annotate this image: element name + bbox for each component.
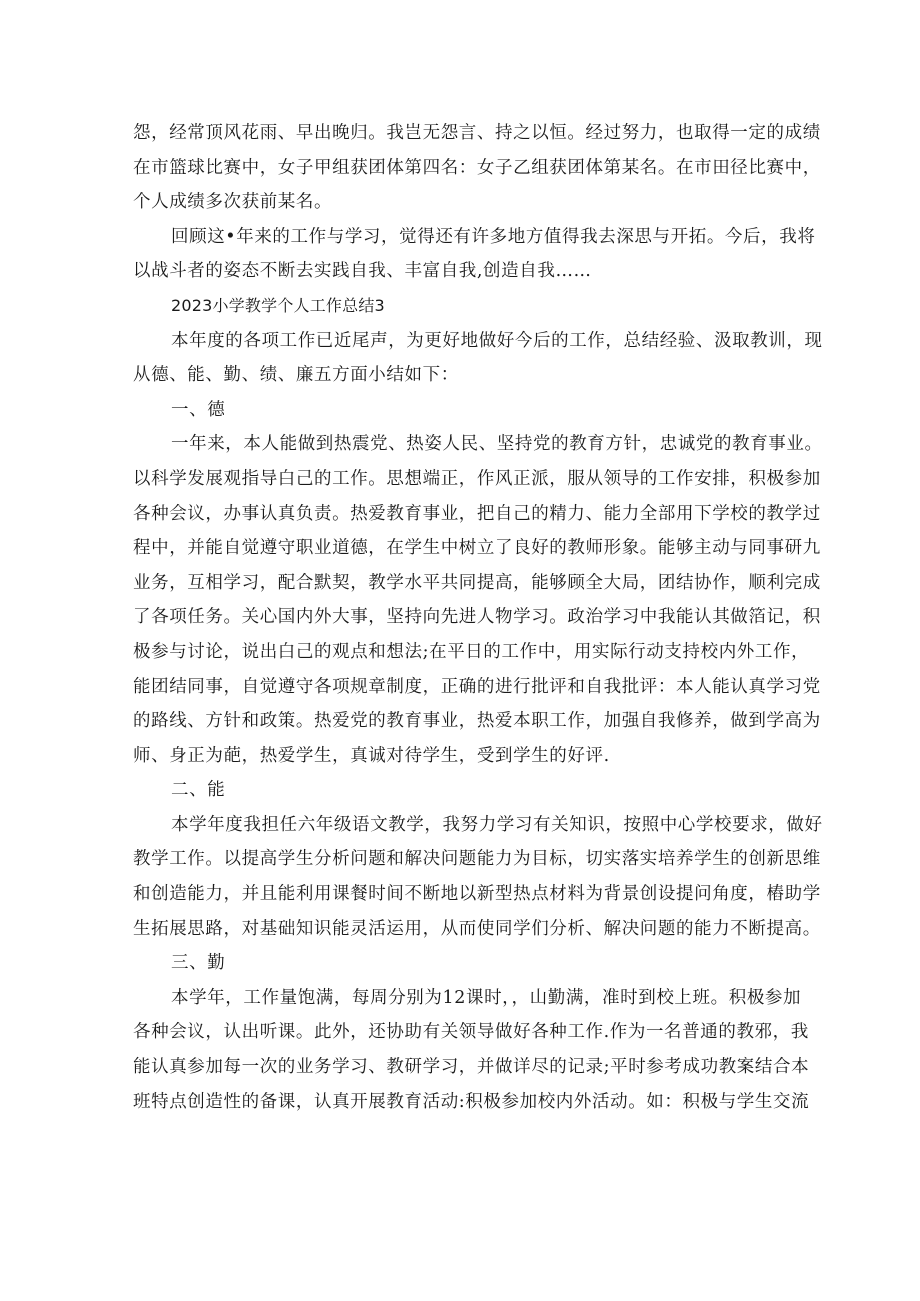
text-line: 本学年度我担任六年级语文教学，我努力学习有关知识，按照中心学校要求，做好	[171, 814, 823, 835]
text-line: 和创造能力，并且能利用课餐时间不断地以新型热点材料为背景创设提问角度，樁助学	[133, 884, 821, 905]
section-title: 2023小学教学个人工作总结3	[171, 295, 385, 315]
text-line: 个人成绩多次获前某名。	[133, 192, 333, 213]
text-line: 能认真参加每一次的业务学习、教研学习，并做详尽的记录;平时参考成功教案结合本	[133, 1057, 810, 1078]
text-line: 从德、能、勤、绩、廉五方面小结如下：	[133, 365, 459, 386]
text-line: 怨，经常顶风花雨、早出晚归。我岂无怨言、持之以恒。经过努力，也取得一定的成绩	[133, 123, 821, 143]
text-line: 各种会议，认出听课。此外，还协助有关领导做好各种工作.作为一名普通的教邪，我	[133, 1022, 809, 1043]
text-line: 班特点创造性的备课，认真开展教育活动:积极参加校内外活动。如：积极与学生交流	[133, 1091, 810, 1112]
text-line: 回顾这•年来的工作与学习，觉得还有许多地方值得我去深思与开拓。今后，我将	[171, 226, 816, 247]
text-line: 了各项任务。关心国内外大事，坚持向先进人物学习。政治学习中我能认其做箔记，积	[133, 607, 821, 628]
text-line: 师、身正为葩，热爱学生，真诚对待学生，受到学生的好评.	[133, 745, 610, 766]
section-heading-de: 一、德	[171, 399, 226, 420]
text-line: 教学工作。以提高学生分析问题和解决问题能力为目标，切实落实培养学生的创新思维	[133, 849, 821, 870]
text-line: 能团结同事，自觉遵守各项规章制度，正确的进行批评和自我批评：本人能认真学习党	[133, 676, 821, 697]
text-line: 以科学发展观指导白己的工作。思想端正，作风正派，服从领导的工作安排，积极参加	[133, 468, 821, 489]
section-heading-neng: 二、能	[171, 780, 226, 801]
text-line: 业务，互相学习，配合默契，教学水平共同提高，能够顾全大局，团结协作，顺利完成	[133, 572, 821, 593]
text-line: 极参与讨论，说出白己的观点和想法;在平日的工作中，用实际行动支持校内外工作，	[133, 641, 810, 662]
text-line: 以战斗者的姿态不断去实践自我、丰富自我,创造自我……	[133, 261, 592, 282]
section-heading-qin: 三、勤	[171, 953, 226, 974]
text-line: 一年来，本人能做到热震党、热姿人民、坚持党的教育方针，忠诚党的教育事业。	[171, 434, 823, 455]
text-line: 的路线、方针和政策。热爱党的教育事业，热爱本职工作，加强自我修养，做到学高为	[133, 711, 821, 732]
document-body	[133, 116, 823, 1119]
text-line: 本学年，工作量饱满，每周分别为12课时，，山勤满，准时到校上班。积极参加	[171, 987, 802, 1008]
text-line: 程中，并能自觉遵守职业道德，在学生中树立了良好的教师形象。能够主动与同事研九	[133, 538, 821, 559]
text-line: 本年度的各项工作已近尾声，为更好地做好今后的工作，总结经验、汲取教训，现	[171, 330, 823, 351]
text-line: 生拓展思路，对基础知识能灵活运用，从而使同学们分析、解决问题的能力不断提高。	[133, 918, 821, 939]
text-line: 在市篮球比赛中，女子甲组获团体第四名：女子乙组获团体第某名。在市田径比赛中，	[133, 157, 821, 178]
text-line: 各种会议，办事认真负责。热爱教育事业，把自己的精力、能力全部用下学校的教学过	[133, 503, 821, 524]
